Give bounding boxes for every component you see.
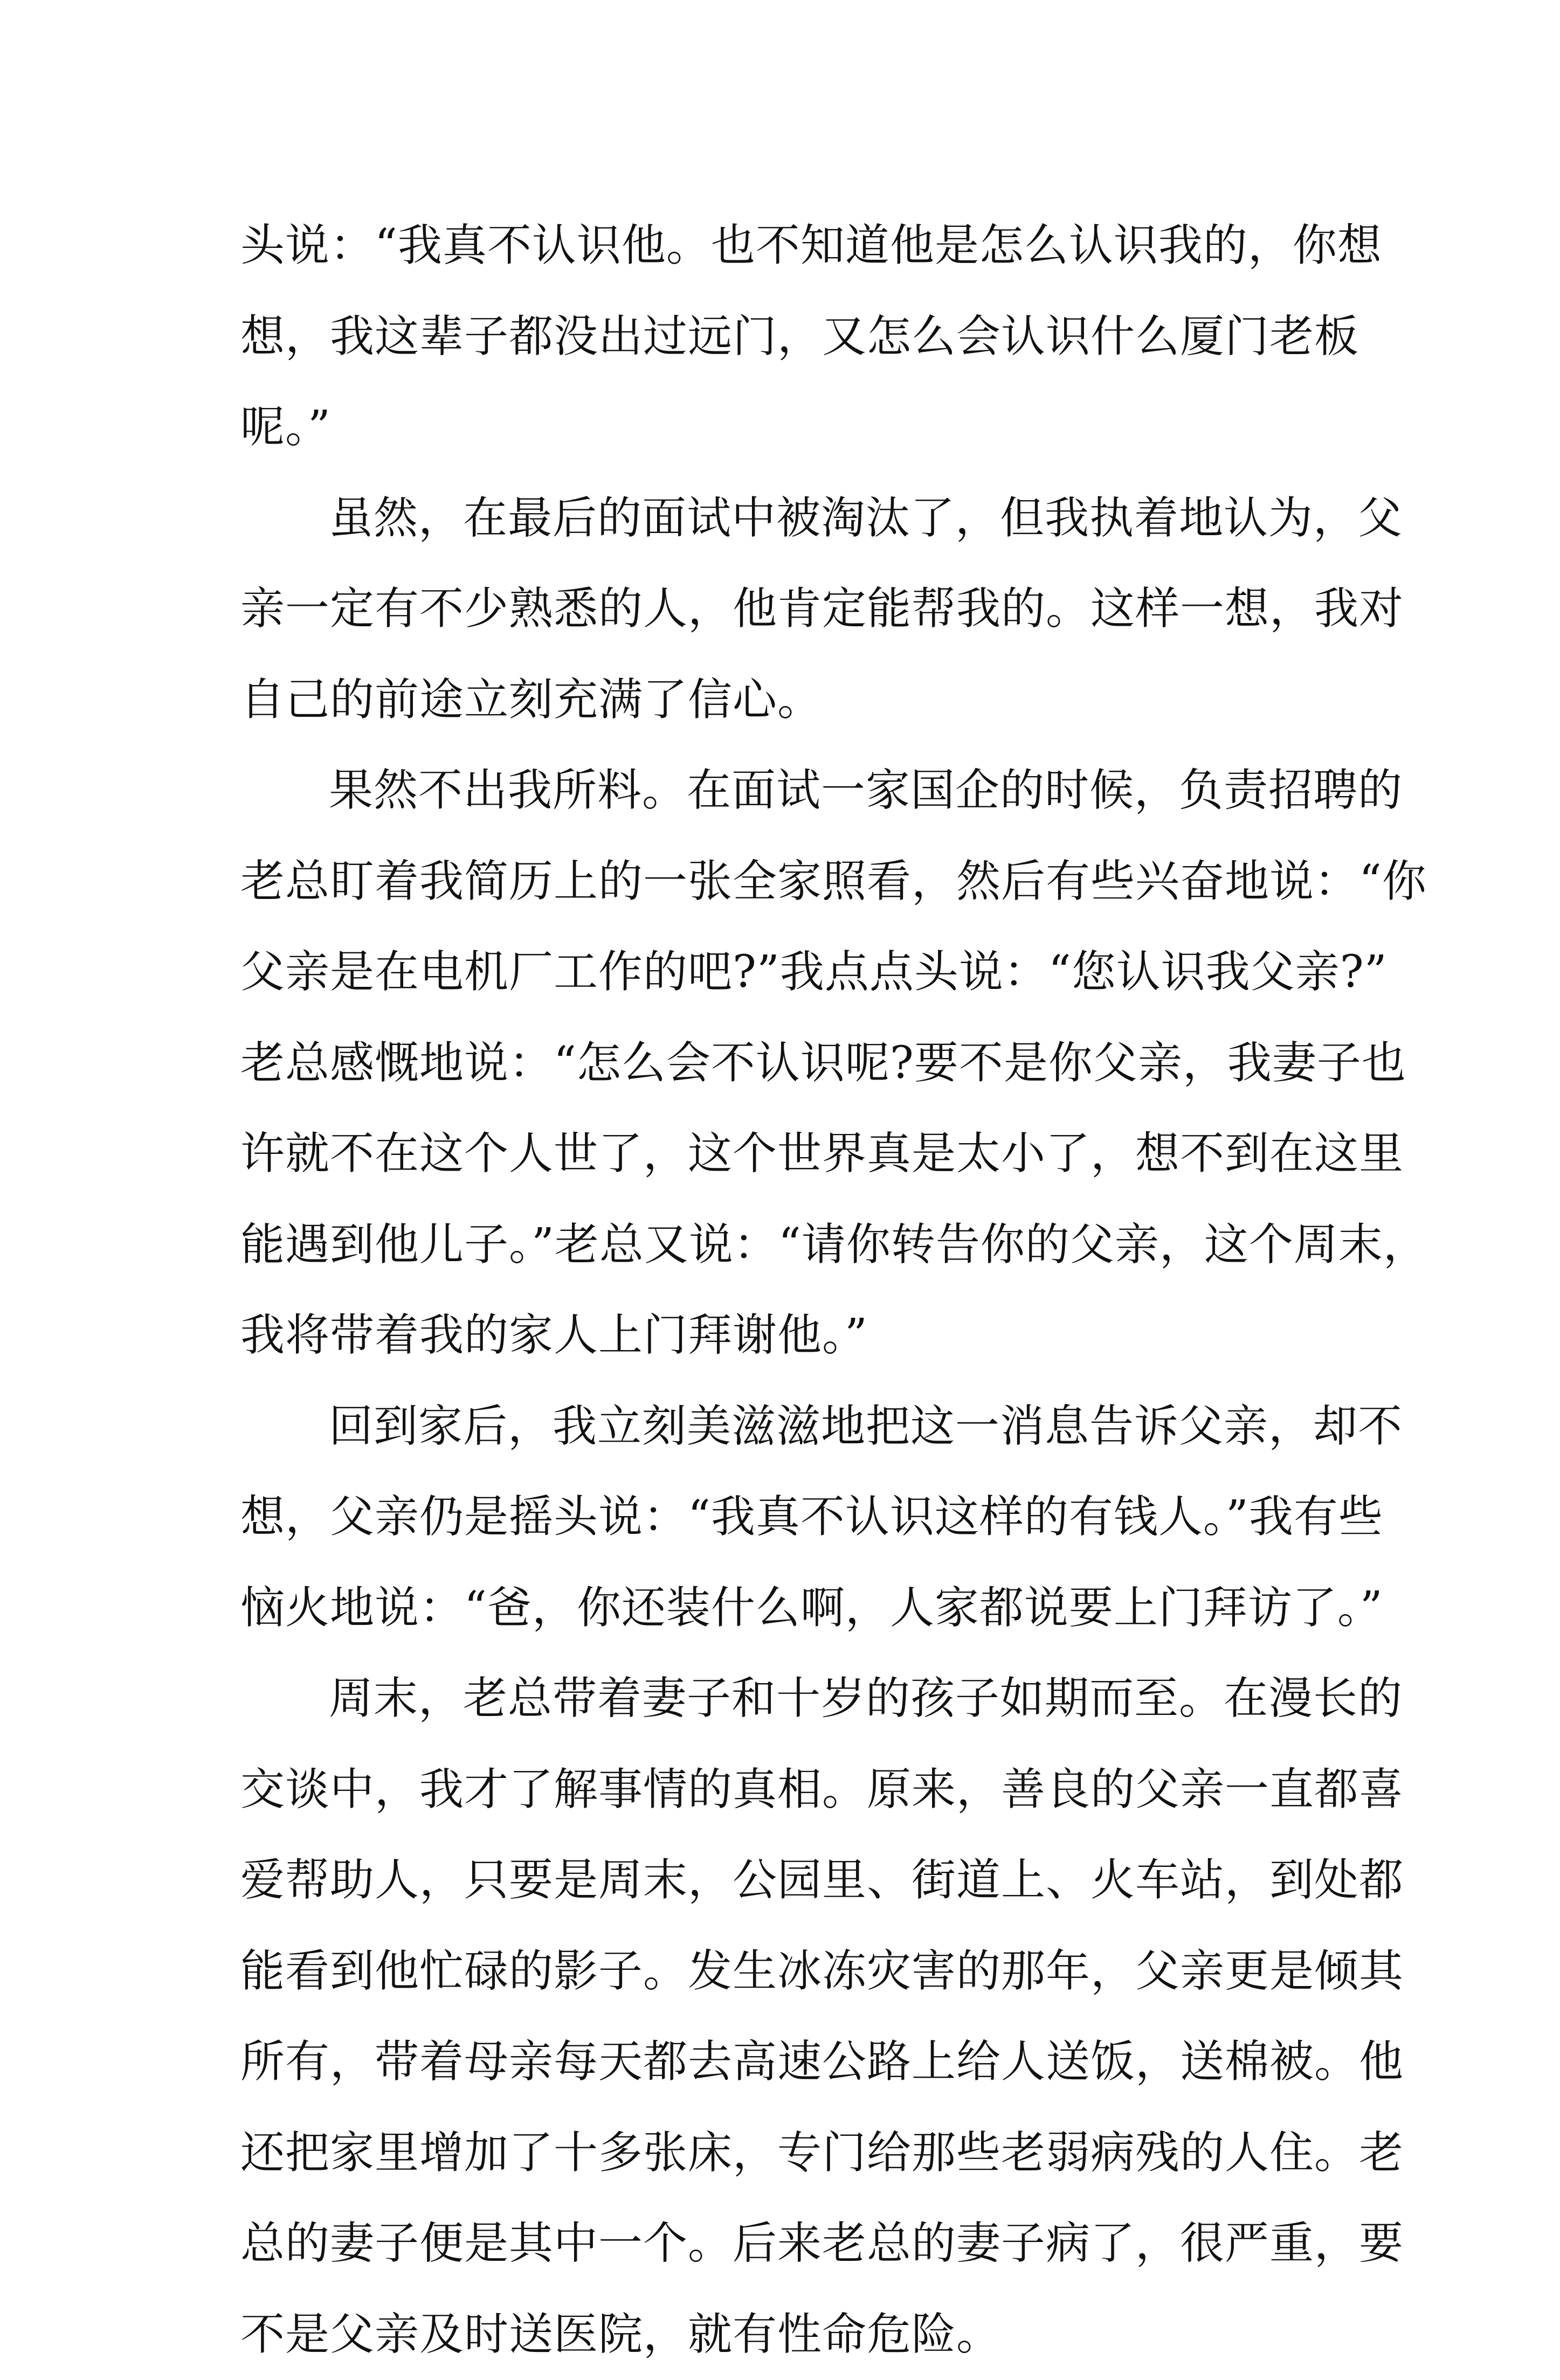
paragraph-first-line: 虽然，在最后的面试中被淘汰了，但我执着地认为，父 [240,473,1340,564]
text-line: 老总感慨地说：“怎么会不认识呢?要不是你父亲，我妻子也 [240,1018,1340,1109]
text-line: 交谈中，我才了解事情的真相。原来，善良的父亲一直都喜 [240,1745,1340,1836]
text-line: 老总盯着我简历上的一张全家照看，然后有些兴奋地说：“你 [240,836,1340,928]
text-line: 不是父亲及时送医院，就有性命危险。 [240,2289,1340,2380]
paragraph-first-line: 果然不出我所料。在面试一家国企的时候，负责招聘的 [240,745,1340,836]
text-line: 能遇到他儿子。”老总又说：“请你转告你的父亲，这个周末， [240,1200,1340,1291]
text-line: 亲一定有不少熟悉的人，他肯定能帮我的。这样一想，我对 [240,564,1340,655]
text-line: 能看到他忙碌的影子。发生冰冻灾害的那年，父亲更是倾其 [240,1926,1340,2017]
body-text [240,200,1340,2380]
text-line: 想，我这辈子都没出过远门，又怎么会认识什么厦门老板 [240,292,1340,383]
text-line: 所有，带着母亲每天都去高速公路上给人送饭，送棉被。他 [240,2017,1340,2108]
paragraph-first-line: 回到家后，我立刻美滋滋地把这一消息告诉父亲，却不 [240,1381,1340,1472]
text-line: 还把家里增加了十多张床，专门给那些老弱病残的人住。老 [240,2108,1340,2199]
text-line: 总的妻子便是其中一个。后来老总的妻子病了，很严重，要 [240,2198,1340,2289]
paragraph-first-line: 周末，老总带着妻子和十岁的孩子如期而至。在漫长的 [240,1653,1340,1745]
text-line: 许就不在这个人世了，这个世界真是太小了，想不到在这里 [240,1109,1340,1200]
text-line: 呢。” [240,382,1340,473]
text-line: 爱帮助人，只要是周末，公园里、街道上、火车站，到处都 [240,1835,1340,1926]
text-line: 想，父亲仍是摇头说：“我真不认识这样的有钱人。”我有些 [240,1472,1340,1563]
text-line: 头说：“我真不认识他。也不知道他是怎么认识我的，你想 [240,200,1340,292]
text-line: 恼火地说：“爸，你还装什么啊，人家都说要上门拜访了。” [240,1563,1340,1654]
text-line: 自己的前途立刻充满了信心。 [240,655,1340,746]
text-line: 父亲是在电机厂工作的吧?”我点点头说：“您认识我父亲?” [240,927,1340,1018]
text-line: 我将带着我的家人上门拜谢他。” [240,1290,1340,1381]
